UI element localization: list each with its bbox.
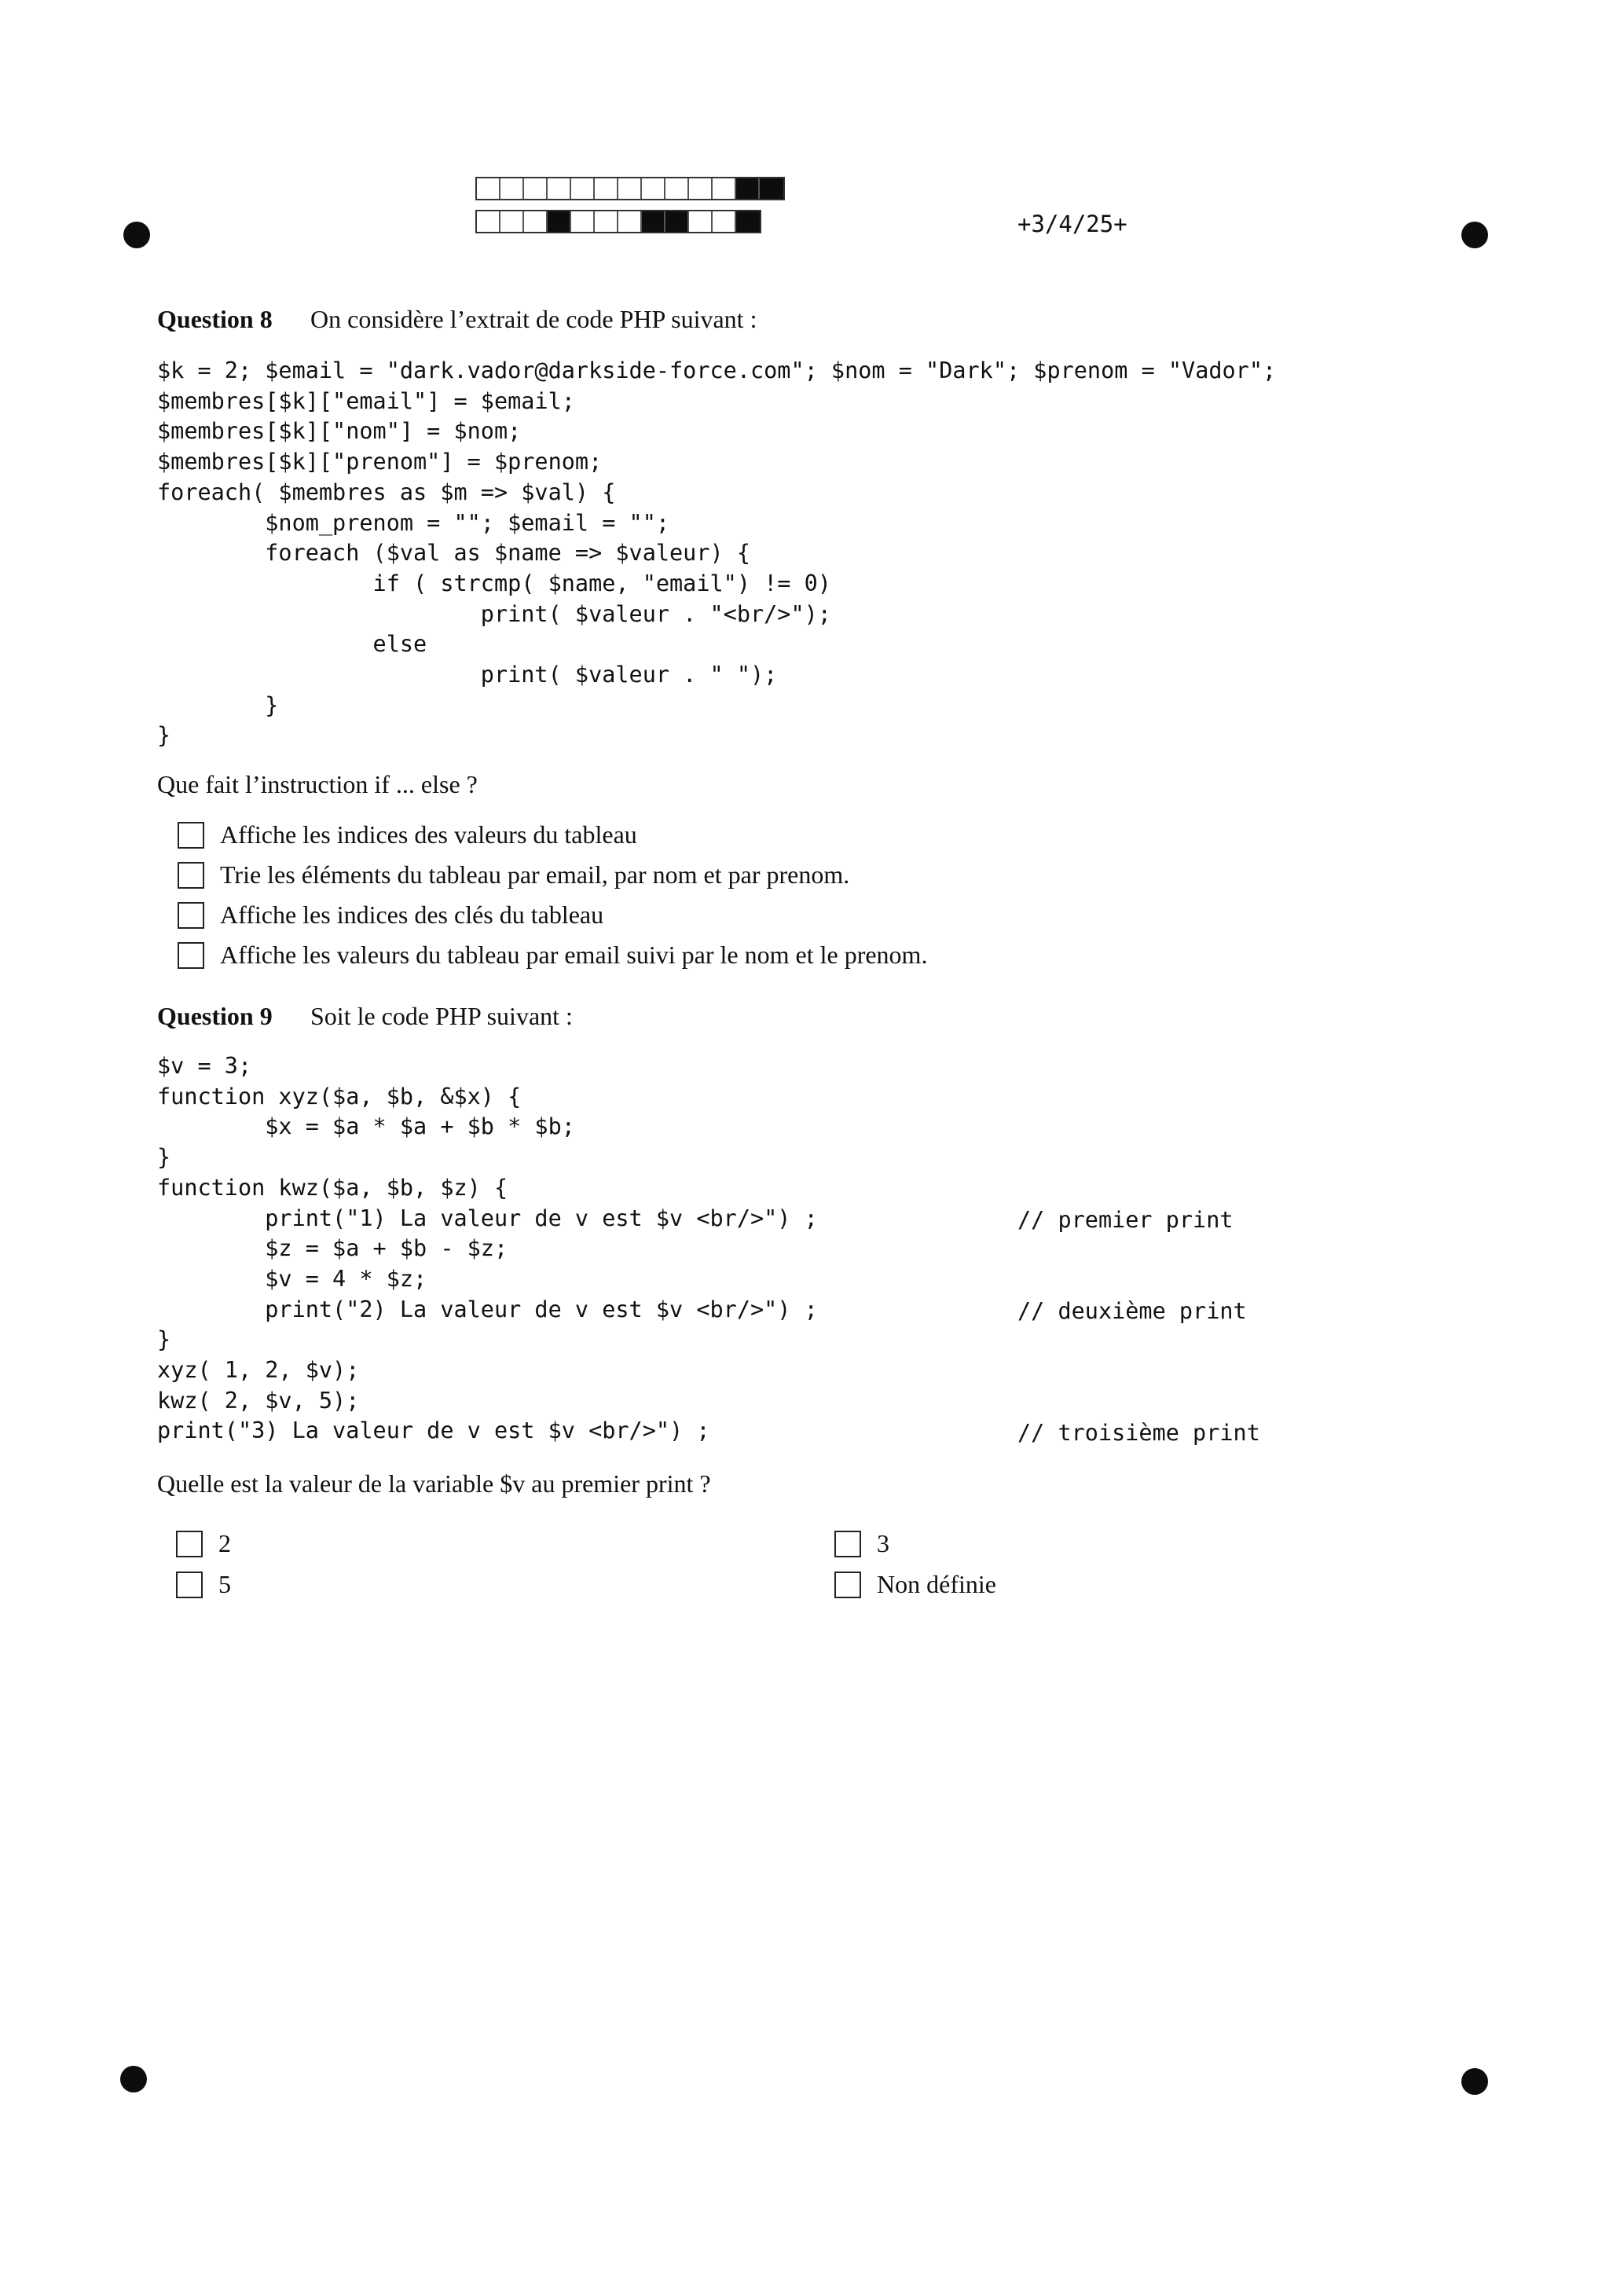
choice-label: 2 xyxy=(218,1529,231,1557)
question-9-code: $v = 3; function xyz($a, $b, &$x) { $x = $a * $a + $b * $b; } function kwz($a, $b, $z) { print("1) La valeur de v est $v <br/>") ; $z = $a + $b - $z; $v = 4 * $z; print("2) La valeur de v est $v <br/>") ; } xyz( 1, 2, $v); kwz( 2, $v, 5); print("3) La valeur de v est $v <br/>") ; xyxy=(157,1053,818,1444)
question-8-code: $k = 2; $email = "dark.vador@darkside-force.com"; $nom = "Dark"; $prenom = "Vador"; $membres[$k]["email"] = $email; $membres[$k]["nom"] = $nom; $membres[$k]["prenom"] = $prenom; foreach( $membres as $m => $val) { $nom_prenom = ""; $email = ""; foreach ($val as $name => $valeur) { if ( strcmp( $name, "email") != 0) print( $valeur . "<br/>"); else print( $valeur . " "); } } xyxy=(157,358,1277,749)
barcode-cell xyxy=(548,178,571,199)
code-comment-third-print: // troisième print xyxy=(1017,1420,1260,1446)
registration-mark-bottom-left xyxy=(120,2066,147,2092)
barcode-cell xyxy=(571,178,595,199)
registration-mark-top-left xyxy=(123,222,150,248)
barcode-cell xyxy=(642,178,665,199)
choice-label: Affiche les indices des valeurs du tableau xyxy=(220,820,637,849)
barcode-cell xyxy=(736,211,760,232)
barcode-cell xyxy=(524,211,548,232)
barcode-cell xyxy=(689,178,713,199)
checkbox[interactable] xyxy=(176,1531,203,1557)
barcode-cell xyxy=(618,178,642,199)
checkbox[interactable] xyxy=(176,1572,203,1598)
barcode-cell xyxy=(642,211,665,232)
barcode-cell xyxy=(595,211,618,232)
choice-label: Affiche les valeurs du tableau par email suivi par le nom et le prenom. xyxy=(220,941,928,969)
question-9-label: Question 9 xyxy=(157,1002,273,1030)
question-9-intro: Soit le code PHP suivant : xyxy=(310,1002,573,1030)
checkbox[interactable] xyxy=(178,822,204,849)
question-8-choice-3[interactable] xyxy=(178,900,603,930)
page-id: +3/4/25+ xyxy=(1017,211,1127,237)
registration-mark-bottom-right xyxy=(1461,2068,1488,2095)
question-9-choice-3[interactable] xyxy=(834,1529,889,1558)
barcode-cell xyxy=(736,178,760,199)
question-9-choice-2[interactable] xyxy=(176,1529,231,1558)
barcode-cell xyxy=(524,178,548,199)
code-comment-first-print: // premier print xyxy=(1017,1207,1234,1233)
question-8-choice-1[interactable] xyxy=(178,820,637,849)
barcode-cell xyxy=(477,211,500,232)
question-8-label: Question 8 xyxy=(157,305,273,333)
barcode-cell xyxy=(713,178,736,199)
question-9-choice-non-definie[interactable] xyxy=(834,1570,996,1599)
checkbox[interactable] xyxy=(178,862,204,889)
barcode-cell xyxy=(500,211,524,232)
barcode-cell xyxy=(477,178,500,199)
barcode-cell xyxy=(595,178,618,199)
registration-mark-top-right xyxy=(1461,222,1488,248)
choice-label: 3 xyxy=(877,1529,889,1557)
barcode-cell xyxy=(618,211,642,232)
barcode-cell xyxy=(689,211,713,232)
barcode-cell xyxy=(760,178,783,199)
barcode-cell xyxy=(665,211,689,232)
question-9-prompt: Quelle est la valeur de la variable $v au premier print ? xyxy=(157,1469,711,1498)
barcode-cell xyxy=(665,178,689,199)
question-8-header xyxy=(157,305,757,334)
checkbox[interactable] xyxy=(834,1572,861,1598)
choice-label: 5 xyxy=(218,1570,231,1598)
question-8-prompt: Que fait l’instruction if ... else ? xyxy=(157,770,478,798)
barcode-cell xyxy=(500,178,524,199)
barcode-row-1 xyxy=(475,177,785,200)
question-9-header xyxy=(157,1002,573,1031)
code-comment-second-print: // deuxième print xyxy=(1017,1298,1247,1324)
barcode-cell xyxy=(548,211,571,232)
checkbox[interactable] xyxy=(178,902,204,929)
question-8-intro: On considère l’extrait de code PHP suivant : xyxy=(310,305,757,333)
barcode-cell xyxy=(713,211,736,232)
checkbox[interactable] xyxy=(178,942,204,969)
question-8-choice-4[interactable] xyxy=(178,941,927,970)
choice-label: Non définie xyxy=(877,1570,996,1598)
checkbox[interactable] xyxy=(834,1531,861,1557)
barcode-row-2 xyxy=(475,210,761,233)
choice-label: Trie les éléments du tableau par email, par nom et par prenom. xyxy=(220,860,850,889)
choice-label: Affiche les indices des clés du tableau xyxy=(220,900,604,929)
question-8-choice-2[interactable] xyxy=(178,860,849,889)
question-9-choice-5[interactable] xyxy=(176,1570,231,1599)
barcode-cell xyxy=(571,211,595,232)
